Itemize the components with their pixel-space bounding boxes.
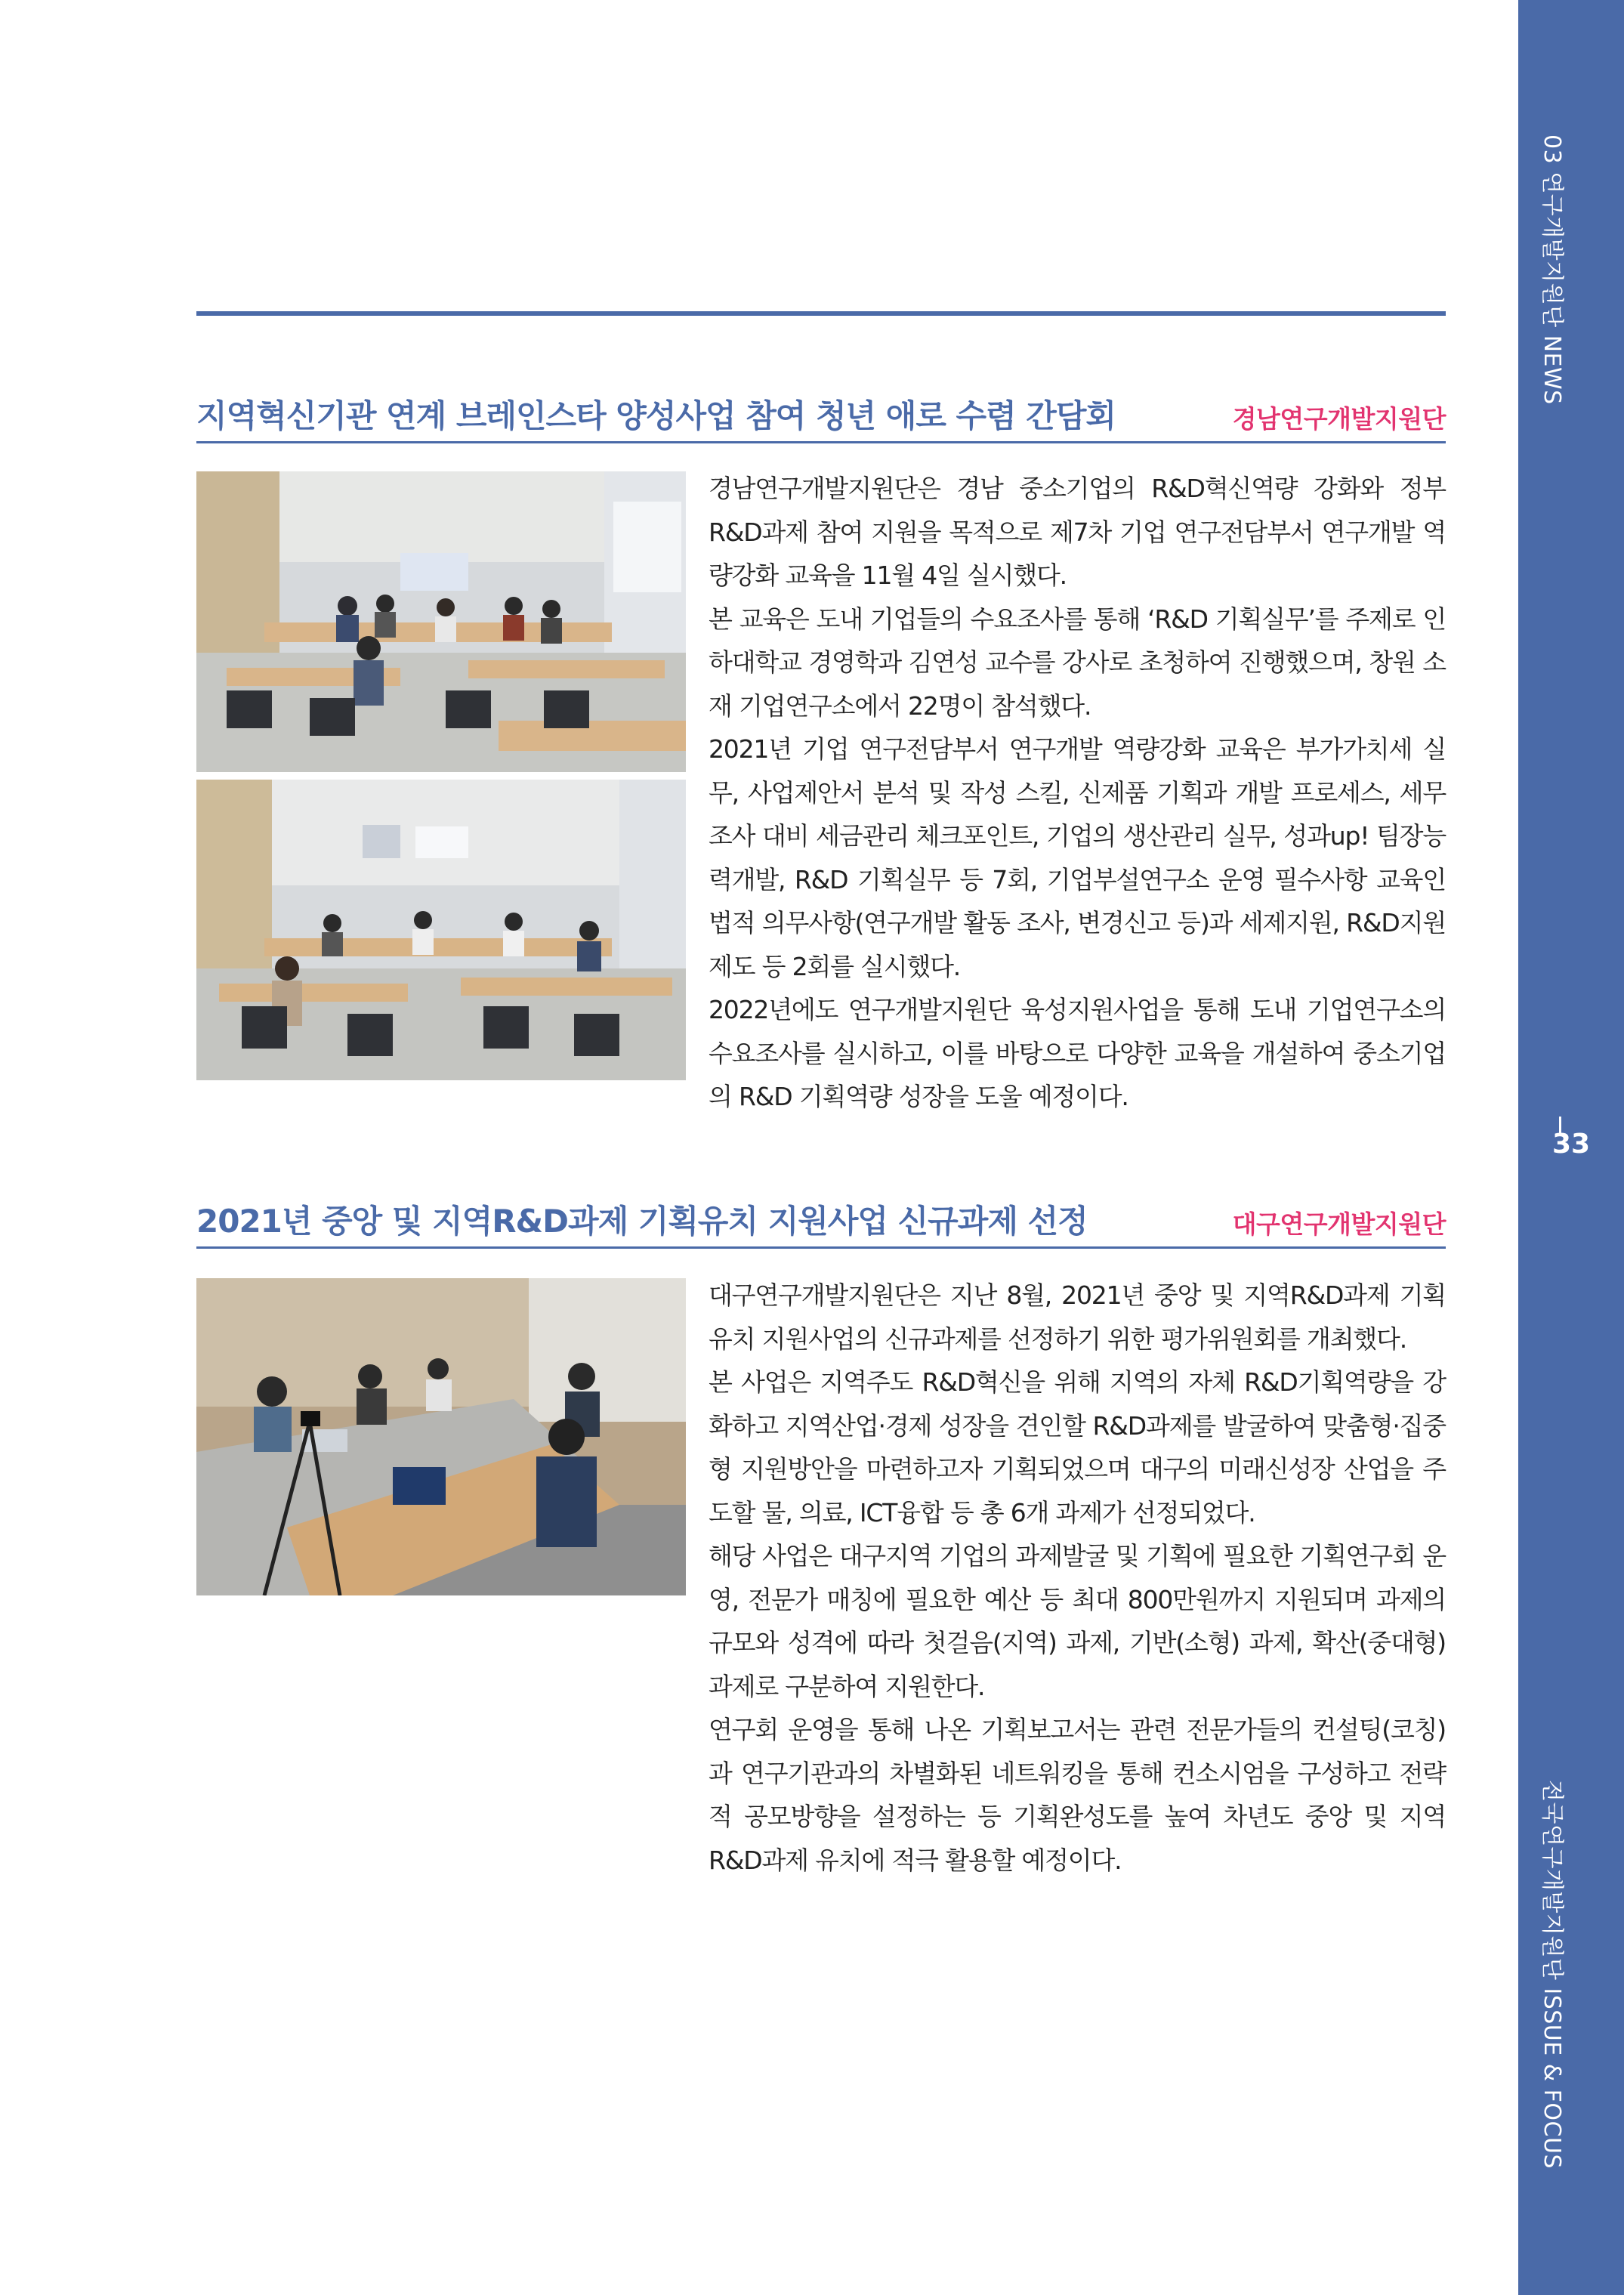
article-paragraph: 2022년에도 연구개발지원단 육성지원사업을 통해 도내 기업연구소의 수요조사를 실시하고, 이를 바탕으로 다양한 교육을 개설하여 중소기업의 R&D 기획역량 성장을 도울 예정이다. [709, 995, 1446, 1111]
classroom-photo-image [196, 471, 686, 772]
page-number: 33 [1551, 1129, 1591, 1160]
article-paragraph: 연구회 운영을 통해 나온 기획보고서는 관련 전문가들의 컨설팅(코칭)과 연구기관과의 차별화된 네트워킹을 통해 컨소시엄을 구성하고 전략적 공모방향을 설정하는 등 기획완성도를 높여 차년도 중앙 및 지역R&D과제 유치에 적극 활용할 예정이다. [709, 1715, 1446, 1875]
article-organization: 대구연구개발지원단 [1232, 1209, 1446, 1239]
seminar-photo-2 [196, 780, 686, 1080]
article-header [196, 1201, 1446, 1249]
article-title: 2021년 중앙 및 지역R&D과제 기획유치 지원사업 신규과제 선정 [196, 1203, 1088, 1240]
article-organization: 경남연구개발지원단 [1232, 404, 1446, 434]
side-section-label: 03 연구개발지원단 NEWS [1539, 134, 1565, 405]
article-paragraph: 대구연구개발지원단은 지난 8월, 2021년 중앙 및 지역R&D과제 기획유치 지원사업의 신규과제를 선정하기 위한 평가위원회를 개최했다. [709, 1280, 1446, 1354]
article-paragraph: 본 사업은 지역주도 R&D혁신을 위해 지역의 자체 R&D기획역량을 강화하고 지역산업·경제 성장을 견인할 R&D과제를 발굴하여 맞춤형·집중형 지원방안을 마련하고자 기획되었으며 대구의 미래신성장 산업을 주도할 물, 의료, ICT융합 등 총 6개 과제가 선정되었다. [709, 1367, 1446, 1527]
article-body [709, 467, 1446, 1119]
article-paragraph: 본 교육은 도내 기업들의 수요조사를 통해 ‘R&D 기획실무’를 주제로 인하대학교 경영학과 김연성 교수를 강사로 초청하여 진행했으며, 창원 소재 기업연구소에서 22명이 참석했다. [709, 604, 1446, 721]
meeting-photo-image [196, 1278, 686, 1595]
article-section-2 [196, 1201, 1446, 1875]
article-header [196, 396, 1446, 443]
article-paragraph: 2021년 기업 연구전담부서 연구개발 역량강화 교육은 부가가치세 실무, 사업제안서 분석 및 작성 스킬, 신제품 기획과 개발 프로세스, 세무조사 대비 세금관리 체크포인트, 기업의 생산관리 실무, 성과up! 팀장능력개발, R&D 기획실무 등 7회, 기업부설연구소 운영 필수사항 교육인 법적 의무사항(연구개발 활동 조사, 변경신고 등)과 세제지원, R&D지원제도 등 2회를 실시했다. [709, 734, 1446, 981]
evaluation-meeting-photo [196, 1278, 686, 1595]
article-paragraph: 경남연구개발지원단은 경남 중소기업의 R&D혁신역량 강화와 정부 R&D과제 참여 지원을 목적으로 제7차 기업 연구전담부서 연구개발 역량강화 교육을 11월 4일 실시했다. [709, 474, 1446, 590]
article-body [709, 1274, 1446, 1882]
article-section-1 [196, 396, 1446, 1111]
classroom-photo-image [196, 780, 686, 1080]
top-divider [196, 311, 1446, 316]
seminar-photo-1 [196, 471, 686, 772]
article-paragraph: 해당 사업은 대구지역 기업의 과제발굴 및 기획에 필요한 기획연구회 운영, 전문가 매칭에 필요한 예산 등 최대 800만원까지 지원되며 과제의 규모와 성격에 따라 첫걸음(지역) 과제, 기반(소형) 과제, 확산(중대형)과제로 구분하여 지원한다. [709, 1541, 1446, 1701]
side-publication-label: 전국연구개발지원단 ISSUE & FOCUS [1539, 1780, 1565, 2169]
article-title: 지역혁신기관 연계 브레인스타 양성사업 참여 청년 애로 수렴 간담회 [196, 397, 1116, 434]
